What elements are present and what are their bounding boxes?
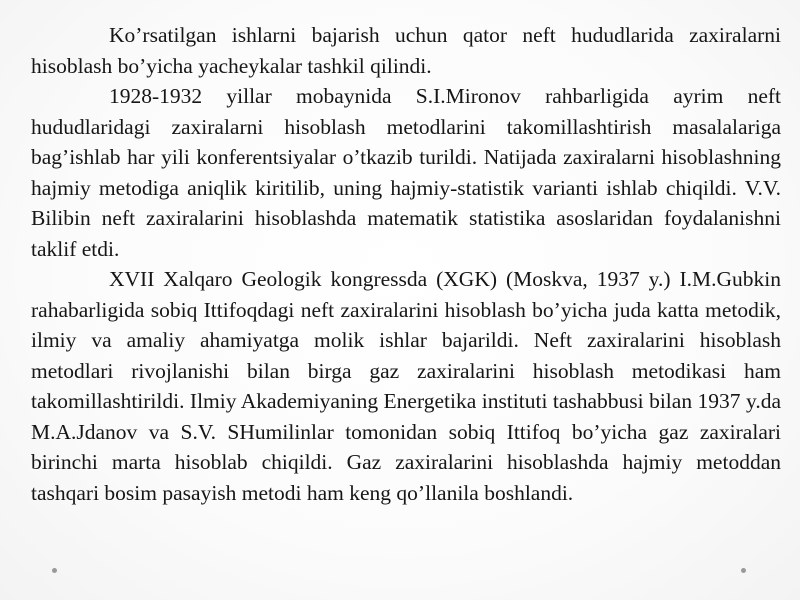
paragraph-2: 1928-1932 yillar mobaynida S.I.Mironov rahbarligida ayrim neft hududlaridagi zaxiralarni hisoblash metodlarini takomillashtirish masalalariga bag’ishlab har yili konferentsiyalar o’tkazib turildi. Natijada zaxiralarni hisoblashning hajmiy metodiga aniqlik kiritilib, uning hajmiy-statistik varianti ishlab chiqildi. V.V. Bilibin neft zaxiralarini hisoblashda matematik statistika asoslaridan foydalanishni taklif etdi. [31,84,781,261]
paragraph-1: Ko’rsatilgan ishlarni bajarish uchun qator neft hududlarida zaxiralarni hisoblash bo’yicha yacheykalar tashkil qilindi. [31,23,781,78]
decorative-dot-right [741,568,746,573]
paragraph-3: XVII Xalqaro Geologik kongressda (XGK) (Moskva, 1937 y.) I.M.Gubkin rahabarligida sobiq Ittifoqdagi neft zaxiralarini hisoblash bo’yicha juda katta metodik, ilmiy va amaliy ahamiyatga molik ishlar bajarildi. Neft zaxiralarini hisoblash metodlari rivojlanishi bilan birga gaz zaxiralarini hisoblash metodikasi ham takomillashtirildi. Ilmiy Akademiyaning Energetika instituti tashabbusi bilan 1937 y.da M.A.Jdanov va S.V. SHumilinlar tomonidan sobiq Ittifoq bo’yicha gaz zaxiralari birinchi marta hisoblab chiqildi. Gaz zaxiralarini hisoblashda hajmiy metoddan tashqari bosim pasayish metodi ham keng qo’llanila boshlandi. [31,267,781,505]
decorative-dot-left [52,568,57,573]
document-body [31,20,781,508]
